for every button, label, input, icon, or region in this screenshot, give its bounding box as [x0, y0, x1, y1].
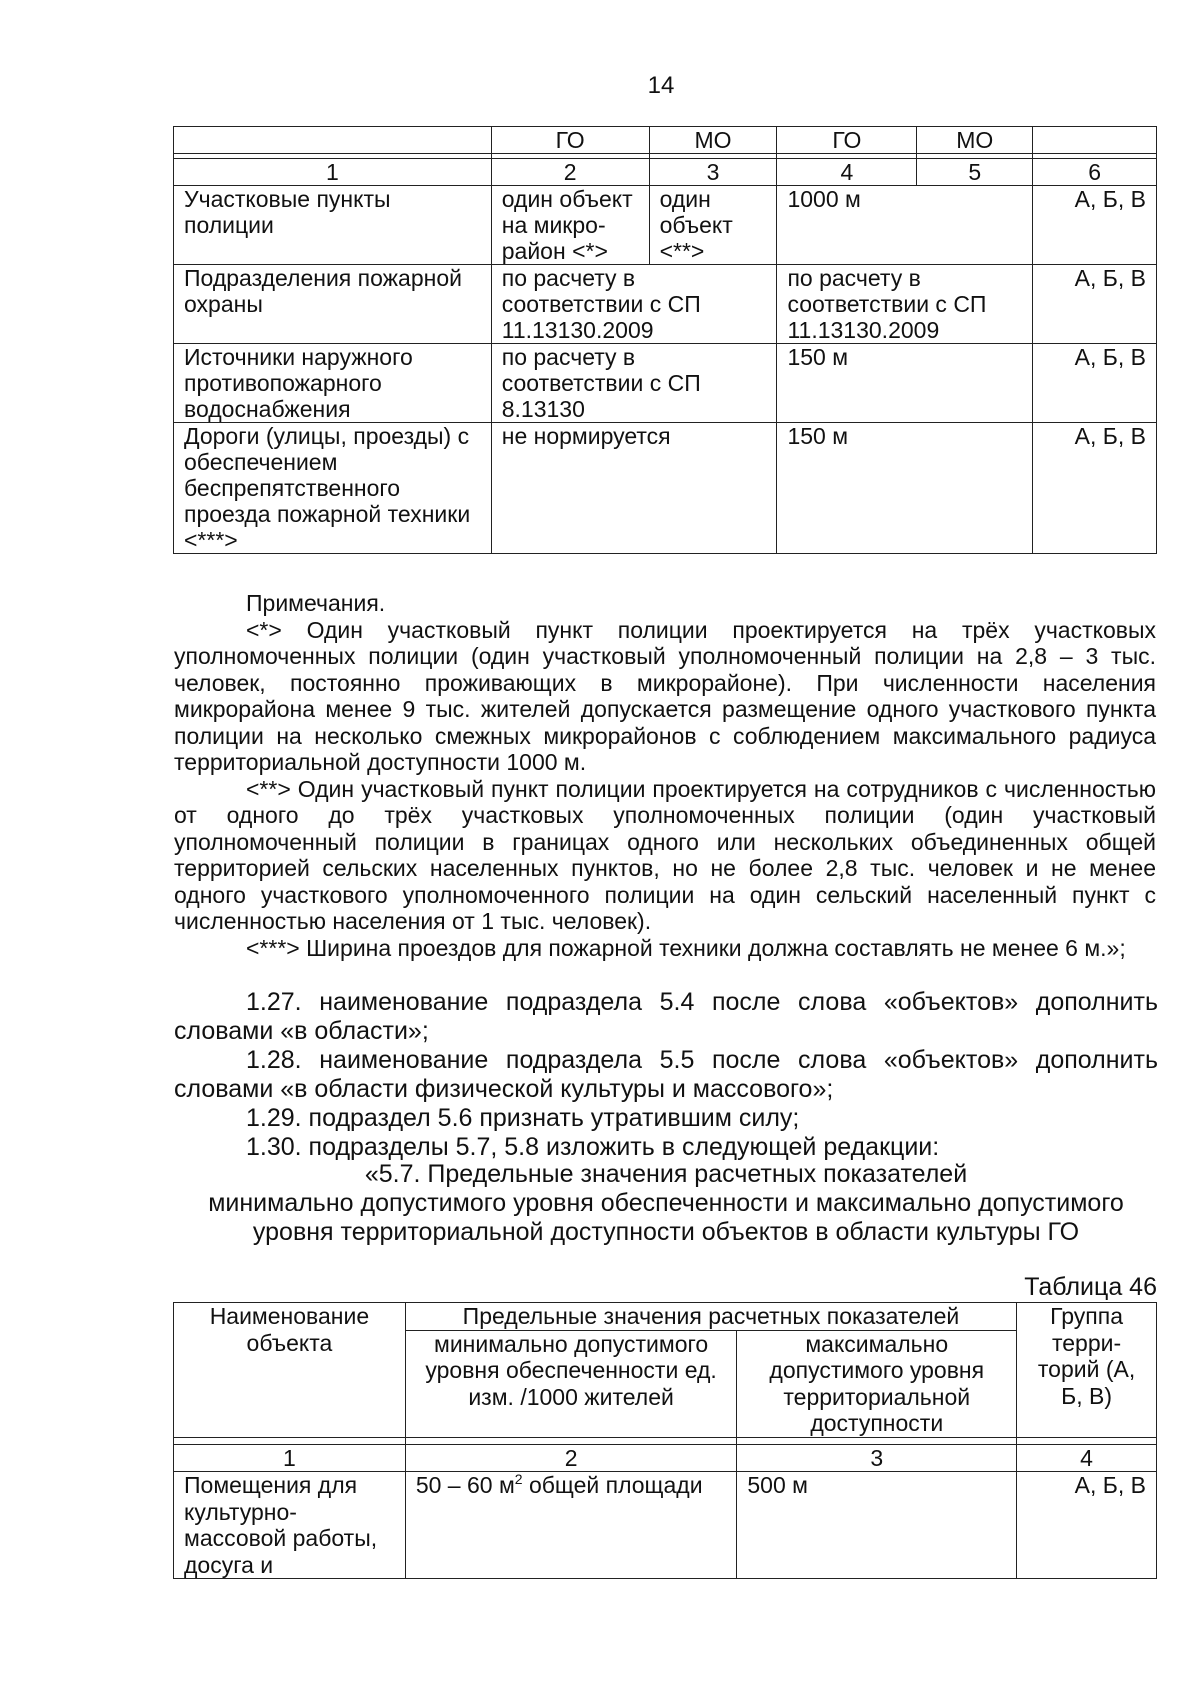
amendment-paragraph: 1.28. наименование подраздела 5.5 после слова «объектов» дополнить словами «в области физической культуры и массового»;: [174, 1046, 1158, 1103]
object-name-cell: Дороги (улицы, проезды) с обеспечением беспрепятственного проезда пожарной техники <***>: [174, 423, 492, 554]
territory-group-cell: А, Б, В: [1033, 186, 1157, 265]
provision-cell: [405, 1472, 737, 1579]
culture-table: [173, 1302, 1157, 1579]
section-title: [174, 1160, 1158, 1247]
table-header-row: [174, 127, 1157, 154]
territory-group-cell: А, Б, В: [1017, 1472, 1157, 1579]
territory-group-cell: А, Б, В: [1033, 344, 1157, 423]
object-name-cell: Источники наружного противопожарного водоснабжения: [174, 344, 492, 423]
amendment-paragraph: 1.29. подраздел 5.6 признать утратившим силу;: [246, 1104, 800, 1132]
provision-mo-cell: один объект <**>: [649, 186, 777, 265]
provision-unit: общей площади: [522, 1472, 703, 1498]
column-number-row: [174, 1444, 1157, 1472]
header-cell: Группа терри-торий (А, Б, В): [1017, 1303, 1157, 1438]
provision-cell: по расчету в соответствии с СП 8.13130: [491, 344, 777, 423]
provision-go-cell: один объект на микро-район <*>: [491, 186, 649, 265]
header-cell: МО: [917, 127, 1033, 154]
provision-value: 50 – 60 м: [415, 1472, 515, 1498]
column-number: 2: [491, 159, 649, 186]
header-cell: ГО: [491, 127, 649, 154]
territory-group-cell: А, Б, В: [1033, 423, 1157, 554]
subheader-cell: минимально допустимого уровня обеспеченности ед. изм. /1000 жителей: [405, 1330, 737, 1437]
amendment-paragraph: 1.30. подразделы 5.7, 5.8 изложить в следующей редакции:: [246, 1133, 940, 1161]
header-group-cell: Предельные значения расчетных показателей: [405, 1303, 1016, 1331]
subheader-cell: максимально допустимого уровня территориальной доступности: [737, 1330, 1017, 1437]
notes-heading: Примечания.: [246, 590, 386, 616]
facilities-table: [173, 126, 1157, 554]
unit-exponent: 2: [514, 1471, 523, 1487]
accessibility-cell: по расчету в соответствии с СП 11.13130.2009: [777, 265, 1033, 344]
header-cell: Наименование объекта: [174, 1303, 406, 1438]
column-number: 2: [405, 1444, 737, 1472]
page-number: 14: [647, 72, 675, 99]
notes-section: [174, 590, 1156, 961]
territory-group-cell: А, Б, В: [1033, 265, 1157, 344]
note-paragraph: <**> Один участковый пункт полиции проектируется на сотрудников с численностью от одного до трёх участковых уполномоченных полиции (один участковый уполномоченный полиции в границах одного или нескольких объединенных общей территорией сельских населенных пунктов, но не более 2,8 тыс. человек и не менее одного участкового уполномоченного полиции на один сельский населенный пункт с численностью населения от 1 тыс. человек).: [174, 775, 1156, 934]
accessibility-cell: 1000 м: [777, 186, 1033, 265]
amendment-paragraph: 1.27. наименование подраздела 5.4 после слова «объектов» дополнить словами «в области»;: [174, 988, 1158, 1045]
header-cell: [1033, 127, 1157, 154]
column-number: 4: [1017, 1444, 1157, 1472]
column-number: 5: [917, 159, 1033, 186]
amendments-list: [174, 988, 1158, 1162]
table-row: [174, 186, 1157, 265]
object-name-cell: Подразделения пожарной охраны: [174, 265, 492, 344]
accessibility-cell: 150 м: [777, 344, 1033, 423]
note-paragraph: <***> Ширина проездов для пожарной техники должна составлять не менее 6 м.»;: [246, 934, 1126, 961]
table-row: [174, 265, 1157, 344]
accessibility-cell: 150 м: [777, 423, 1033, 554]
table-row: [174, 344, 1157, 423]
column-number: 4: [777, 159, 917, 186]
note-paragraph: <*> Один участковый пункт полиции проектируется на трёх участковых уполномоченных полиции (один участковый уполномоченный полиции на 2,8 – 3 тыс. человек, постоянно проживающих в микрорайоне). При численности населения микрорайона менее 9 тыс. жителей допускается размещение одного участкового пункта полиции на несколько смежных микрорайонов с соблюдением максимального радиуса территориальной доступности 1000 м.: [174, 616, 1156, 775]
column-number: 3: [649, 159, 777, 186]
table-label: Таблица 46: [1024, 1273, 1157, 1301]
section-title-line: уровня территориальной доступности объектов в области культуры ГО: [252, 1218, 1080, 1246]
object-name-cell: Участковые пункты полиции: [174, 186, 492, 265]
column-number: 3: [737, 1444, 1017, 1472]
header-cell: МО: [649, 127, 777, 154]
accessibility-cell: 500 м: [737, 1472, 1017, 1579]
section-title-line: «5.7. Предельные значения расчетных показателей: [364, 1160, 968, 1188]
provision-cell: не нормируется: [491, 423, 777, 554]
table-row: [174, 423, 1157, 554]
header-cell: [174, 127, 492, 154]
table-row: [174, 1472, 1157, 1579]
column-number: 1: [174, 159, 492, 186]
column-number: 1: [174, 1444, 406, 1472]
object-name-cell: Помещения для культурно-массовой работы, досуга и: [174, 1472, 406, 1579]
table-header-row: [174, 1303, 1157, 1331]
header-cell: ГО: [777, 127, 917, 154]
provision-cell: по расчету в соответствии с СП 11.13130.2009: [491, 265, 777, 344]
column-number-row: [174, 159, 1157, 186]
column-number: 6: [1033, 159, 1157, 186]
section-title-line: минимально допустимого уровня обеспеченности и максимально допустимого: [208, 1189, 1124, 1217]
